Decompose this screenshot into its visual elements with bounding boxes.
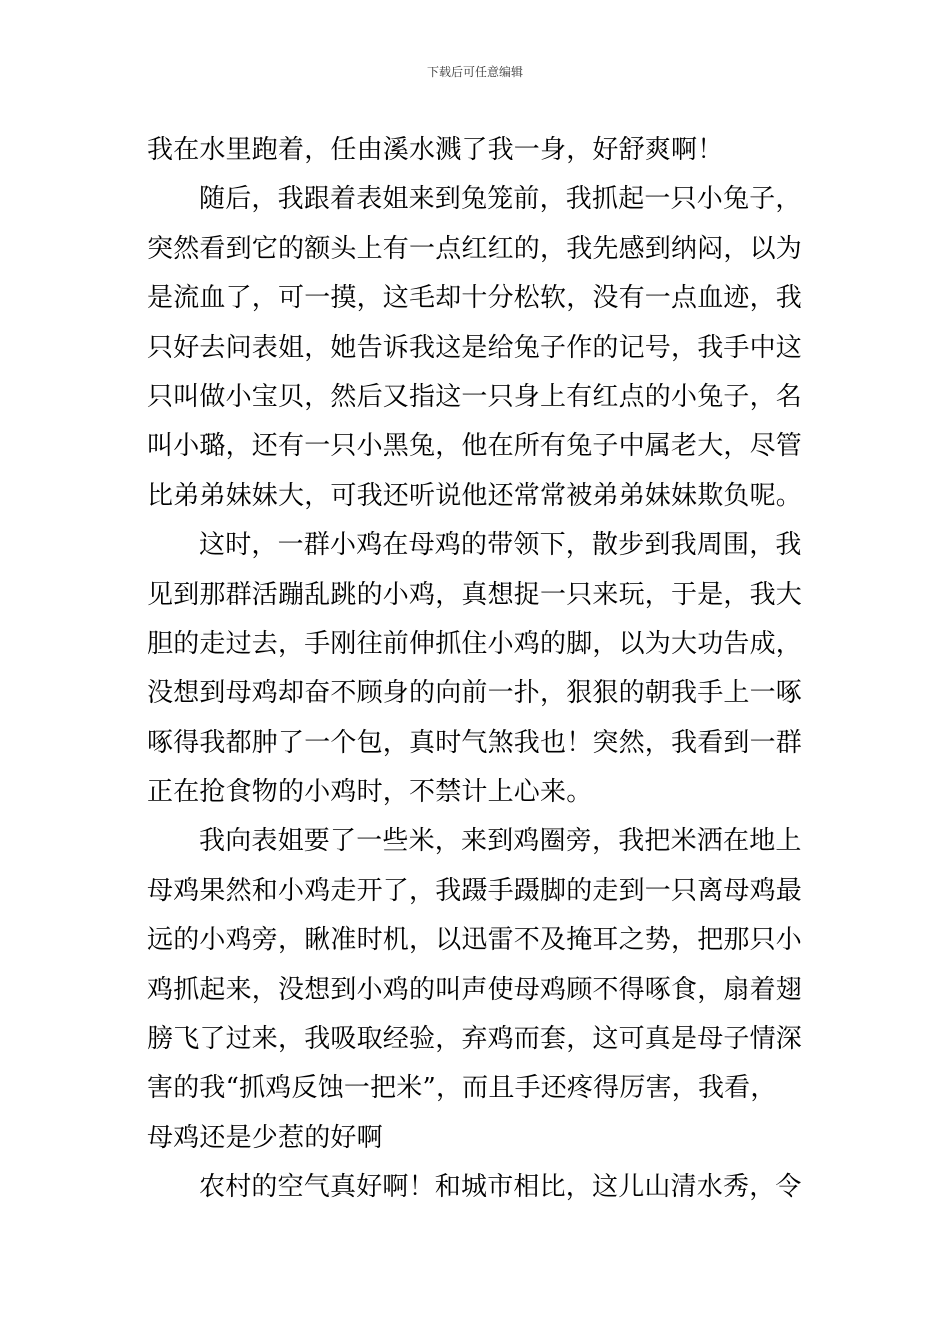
text-line: 农村的空气真好啊！和城市相比，这儿山清水秀，令 xyxy=(199,1172,802,1203)
text-line: 突然看到它的额头上有一点红红的，我先感到纳闷，以为 xyxy=(147,233,803,264)
text-line: 只叫做小宝贝，然后又指这一只身上有红点的小兔子，名 xyxy=(147,381,803,412)
document-body xyxy=(147,126,813,1213)
text-line: 母鸡果然和小鸡走开了，我蹑手蹑脚的走到一只离母鸡最 xyxy=(147,875,803,906)
text-line: 只好去问表姐，她告诉我这是给兔子作的记号，我手中这 xyxy=(147,332,803,363)
text-line: 见到那群活蹦乱跳的小鸡，真想捉一只来玩，于是，我大 xyxy=(147,579,803,610)
text-line: 母鸡还是少惹的好啊 xyxy=(147,1122,383,1153)
text-line: 膀飞了过来，我吸取经验，弃鸡而套，这可真是母子情深 xyxy=(147,1024,803,1055)
text-line: 叫小璐，还有一只小黑兔，他在所有兔子中属老大，尽管 xyxy=(147,431,803,462)
text-line: 是流血了，可一摸，这毛却十分松软，没有一点血迹，我 xyxy=(147,283,803,314)
text-line: 正在抢食物的小鸡时，不禁计上心来。 xyxy=(147,777,593,808)
text-line: 我向表姐要了一些米，来到鸡圈旁，我把米洒在地上 xyxy=(199,826,802,857)
text-line: 随后，我跟着表姐来到兔笼前，我抓起一只小兔子， xyxy=(199,184,802,215)
text-line: 胆的走过去，手刚往前伸抓住小鸡的脚，以为大功告成， xyxy=(147,628,803,659)
text-line: 害的我“抓鸡反蚀一把米”，而且手还疼得厉害，我看， xyxy=(147,1073,777,1104)
text-line: 啄得我都肿了一个包，真时气煞我也！突然，我看到一群 xyxy=(147,727,803,758)
text-line: 我在水里跑着，任由溪水溅了我一身，好舒爽啊！ xyxy=(147,135,724,165)
text-line: 没想到母鸡却奋不顾身的向前一扑，狠狠的朝我手上一啄 xyxy=(147,678,803,709)
text-line: 比弟弟妹妹大，可我还听说他还常常被弟弟妹妹欺负呢。 xyxy=(147,480,803,511)
text-line: 远的小鸡旁，瞅准时机，以迅雷不及掩耳之势，把那只小 xyxy=(147,925,803,956)
text-line: 鸡抓起来，没想到小鸡的叫声使母鸡顾不得啄食，扇着翅 xyxy=(147,974,803,1005)
page-header: 下载后可任意编辑 xyxy=(426,65,523,79)
text-line: 这时，一群小鸡在母鸡的带领下，散步到我周围，我 xyxy=(199,530,802,561)
